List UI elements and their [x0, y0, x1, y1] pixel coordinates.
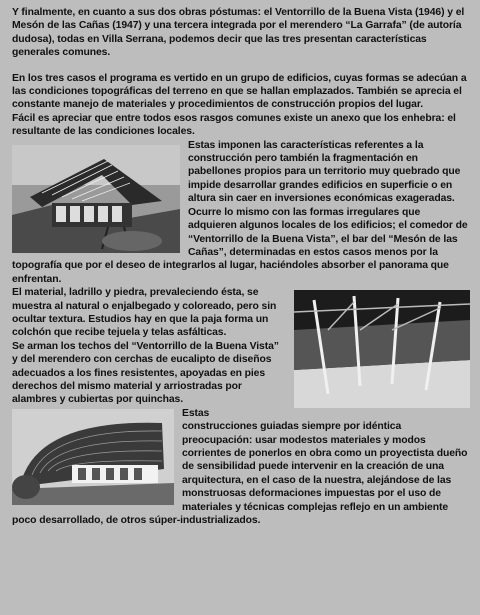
paragraph-annex: Fácil es apreciar que entre todos esos rasgos comunes existe un anexo que los enhebra: el resultante de las condiciones locales.	[12, 112, 456, 138]
paragraph-fragmentation: Estas imponen las características referentes a la construcción pero también la fragmentación en pabellones propios para un territorio muy quebrado que impide desarrollar grandes edificios en superficie o en altura sin caer en inversiones económicas exageradas. Ocurre lo mismo con las formas irregulares que adquieren algunos locales de los edificios; el comedor de “Ventorrillo de la Buena Vista”, el bar del “Mesón de las Cañas”, determinadas en estos casos menos por la topografía que por el deseo de integrarlos al lugar, haciéndoles absorber el panorama que enfrentan.	[12, 139, 468, 285]
photo-curved-roof-building	[12, 409, 174, 505]
paragraph-intro: Y finalmente, en cuanto a sus dos obras póstumas: el Ventorrillo de la Buena Vista (1946) y el Mesón de las Cañas (1947) y una tercera integrada por el merendero “La Garrafa” (de autoría dudosa), todas en Villa Serrana, podemos decir que las tres presentan características generales comunes.	[12, 7, 465, 59]
paragraph-materials: El material, ladrillo y piedra, prevaleciendo ésta, se muestra al natural o enjalbegado y coloreado, pero sin ocultar textura. Estudios hay en que la paja forma un colchón que recibe tejuela y telas asfálticas.	[12, 287, 277, 339]
photo-ventorrillo-building	[12, 145, 180, 253]
paragraph-roofs: Se arman los techos del “Ventorrillo de la Buena Vista” y del merendero con cerchas de eucalipto de diseños adecuados a los fines resistentes, apoyadas en pies derechos del mismo material y arriostradas por alambres y cubiertas por quinchas.	[12, 340, 279, 406]
paragraph-conclusion: Estas construcciones guiadas siempre por idéntica preocupación: usar modestos materiales y modos corrientes de ponerlos en obra como un proyectista dueño de sensibilidad puede intervenir en la creación de una arquitectura, en el caso de la nuestra, alejándose de las monstruosas deformaciones impuestas por el uso de materiales y técnicas complejas reflejo en un ambiente poco desarrollado, de otros súper-industrializados.	[12, 407, 468, 527]
photo-roof-structure-interior	[294, 290, 470, 408]
paragraph-program: En los tres casos el programa es vertido en un grupo de edificios, cuyas formas se adecúan a las condiciones topográficas del terreno en que se hallan emplazados. También se aprecia el constante manejo de materiales y procedimientos de construcción propios del lugar.	[12, 72, 467, 111]
